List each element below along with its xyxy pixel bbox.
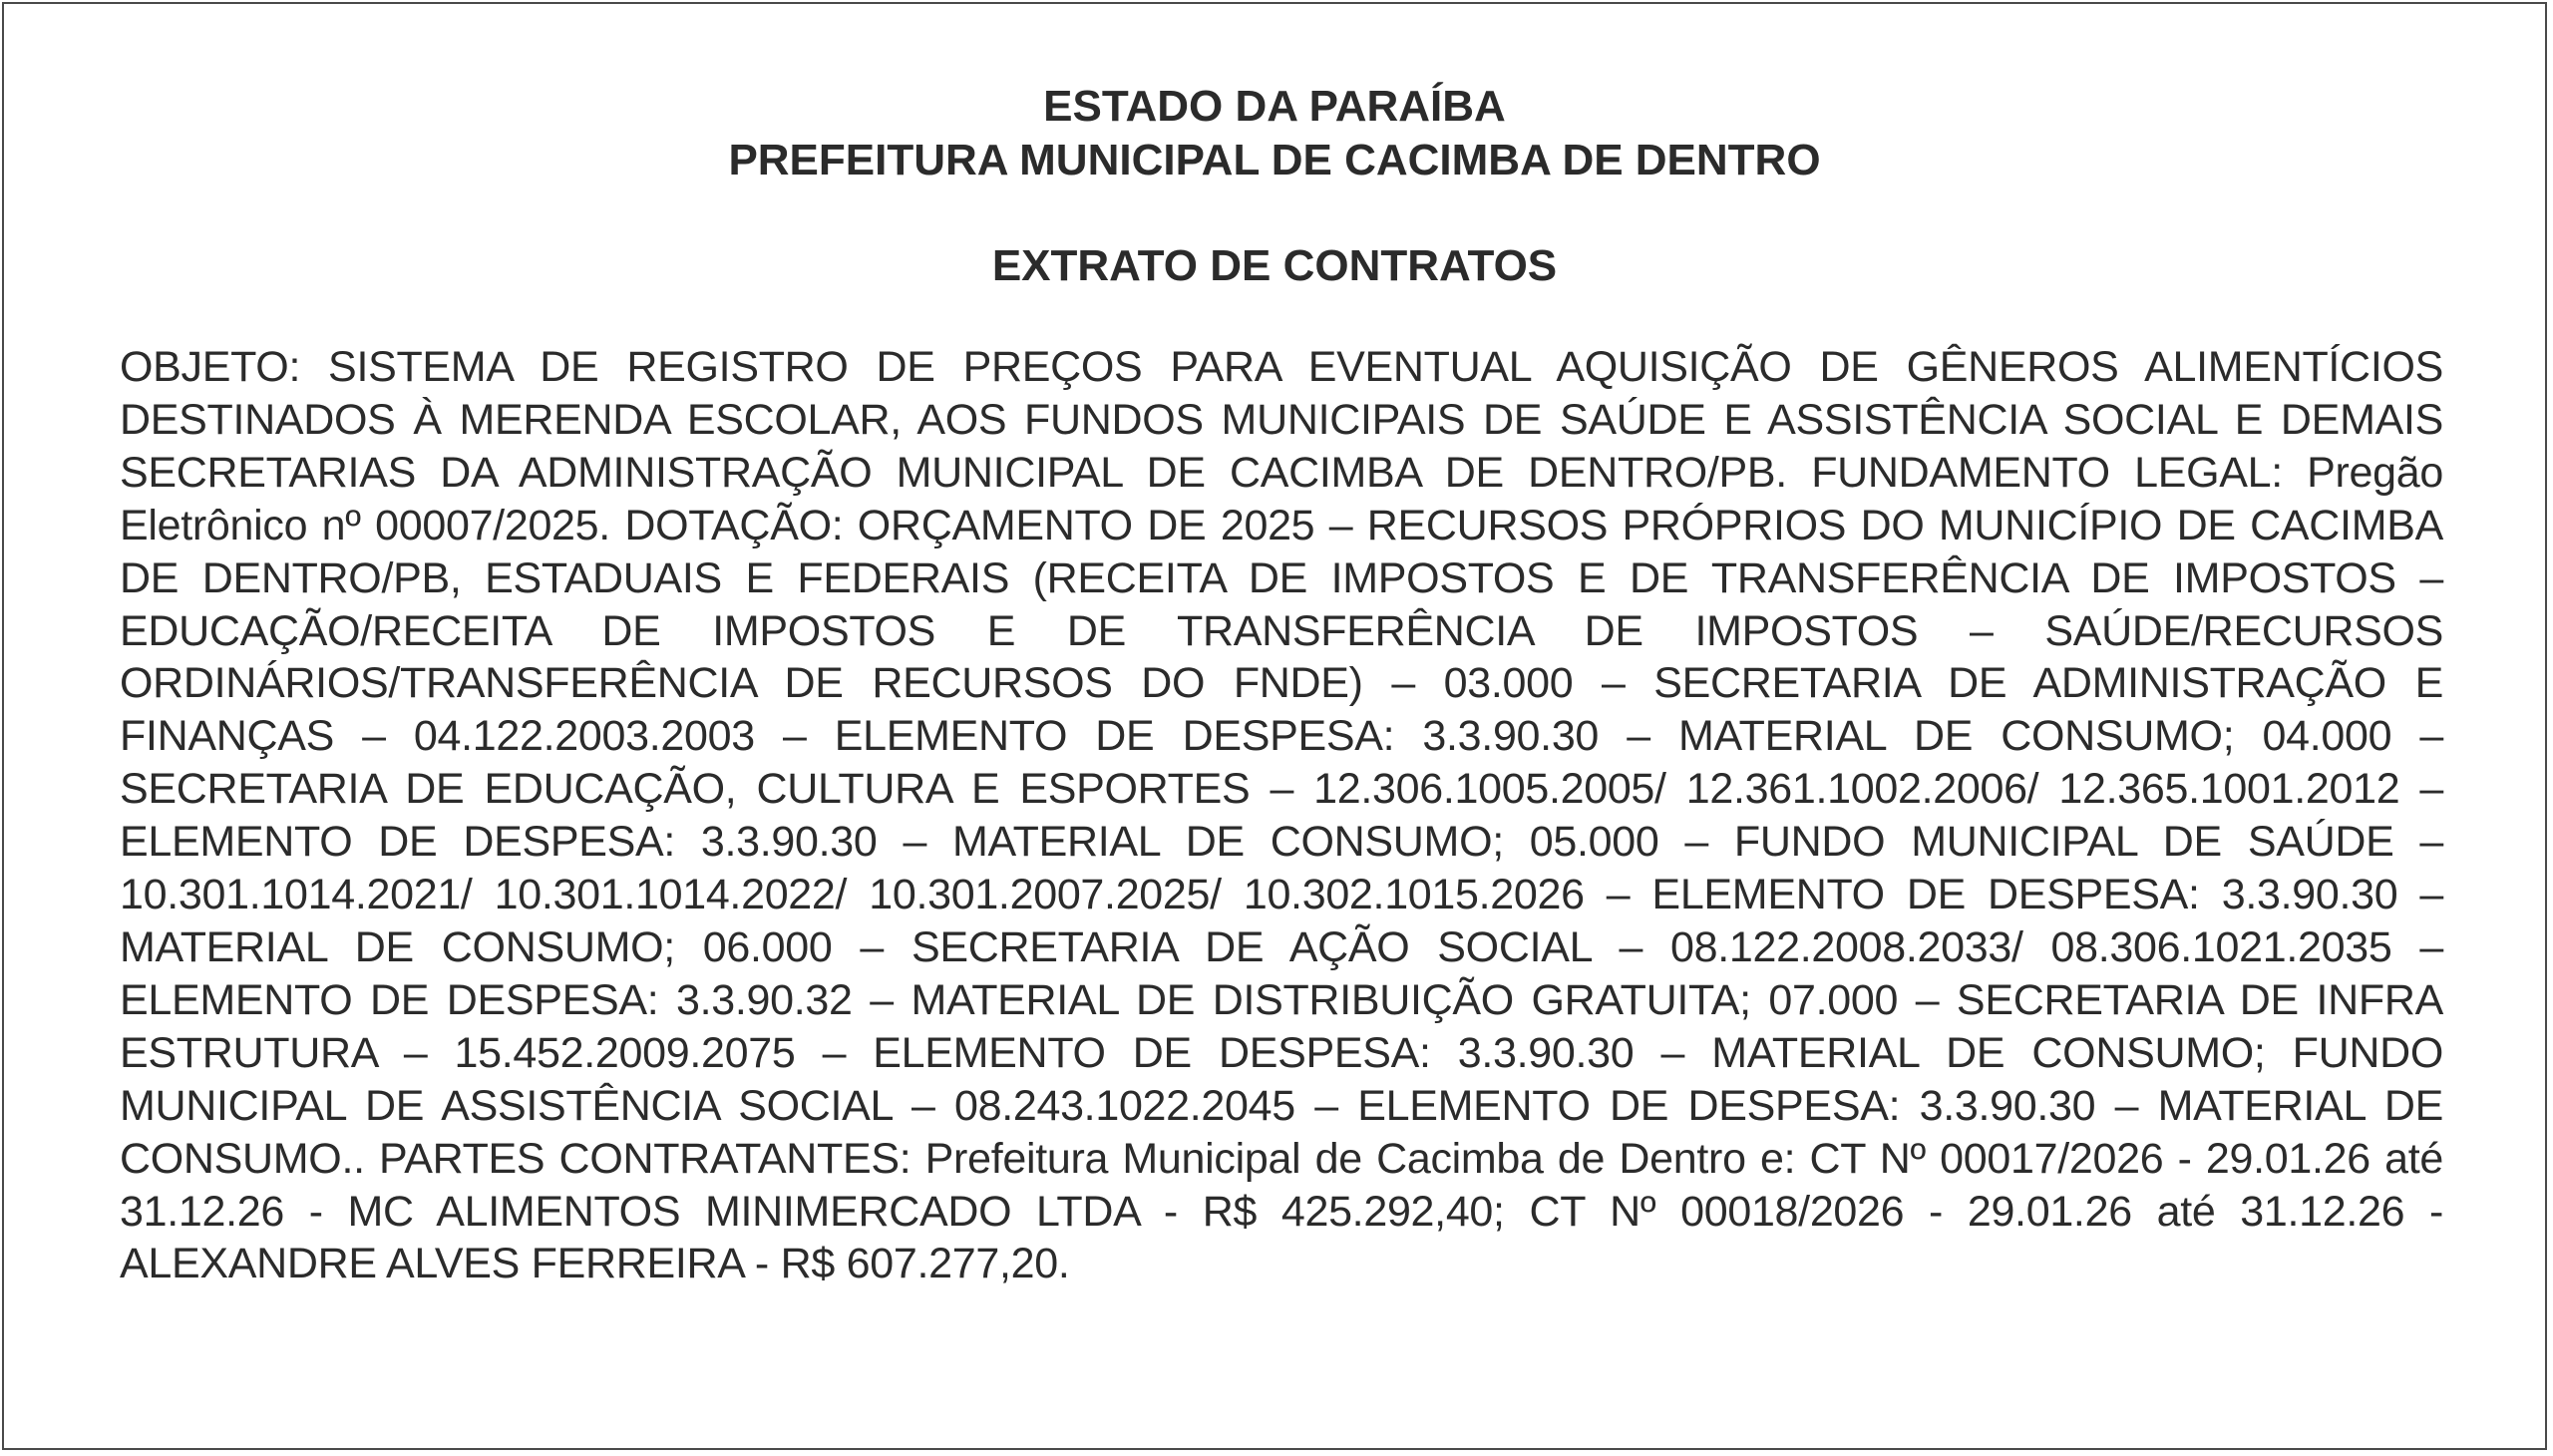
contract-extract-body: OBJETO: SISTEMA DE REGISTRO DE PREÇOS PARA EVENTUAL AQUISIÇÃO DE GÊNEROS ALIMENTÍCIOS DESTINADOS À MERENDA ESCOLAR, AOS FUNDOS MUNICIPAIS DE SAÚDE E ASSISTÊNCIA SOCIAL E DEMAIS SECRETARIAS DA ADMINISTRAÇÃO MUNICIPAL DE CACIMBA DE DENTRO/PB. FUNDAMENTO LEGAL: Pregão Eletrônico nº 00007/2025. DOTAÇÃO: ORÇAMENTO DE 2025 – RECURSOS PRÓPRIOS DO MUNICÍPIO DE CACIMBA DE DENTRO/PB, ESTADUAIS E FEDERAIS (RECEITA DE IMPOSTOS E DE TRANSFERÊNCIA DE IMPOSTOS – EDUCAÇÃO/RECEITA DE IMPOSTOS E DE TRANSFERÊNCIA DE IMPOSTOS – SAÚDE/RECURSOS ORDINÁRIOS/TRANSFERÊNCIA DE RECURSOS DO FNDE) – 03.000 – SECRETARIA DE ADMINISTRAÇÃO E FINANÇAS – 04.122.2003.2003 – ELEMENTO DE DESPESA: 3.3.90.30 – MATERIAL DE CONSUMO; 04.000 – SECRETARIA DE EDUCAÇÃO, CULTURA E ESPORTES – 12.306.1005.2005/ 12.361.1002.2006/ 12.365.1001.2012 – ELEMENTO DE DESPESA: 3.3.90.30 – MATERIAL DE CONSUMO; 05.000 – FUNDO MUNICIPAL DE SAÚDE – 10.301.1014.2021/ 10.301.1014.2022/ 10.301.2007.2025/ 10.302.1015.2026 – ELEMENTO DE DESPESA: 3.3.90.30 – MATERIAL DE CONSUMO; 06.000 – SECRETARIA DE AÇÃO SOCIAL – 08.122.2008.2033/ 08.306.1021.2035 – ELEMENTO DE DESPESA: 3.3.90.32 – MATERIAL DE DISTRIBUIÇÃO GRATUITA; 07.000 – SECRETARIA DE INFRA ESTRUTURA – 15.452.2009.2075 – ELEMENTO DE DESPESA: 3.3.90.30 – MATERIAL DE CONSUMO; FUNDO MUNICIPAL DE ASSISTÊNCIA SOCIAL – 08.243.1022.2045 – ELEMENTO DE DESPESA: 3.3.90.30 – MATERIAL DE CONSUMO.. PARTES CONTRATANTES: Prefeitura Municipal de Cacimba de Dentro e: CT Nº 00017/2026 - 29.01.26 até 31.12.26 - MC ALIMENTOS MINIMERCADO LTDA - R$ 425.292,40; CT Nº 00018/2026 - 29.01.26 até 31.12.26 - ALEXANDRE ALVES FERREIRA - R$ 607.277,20. xyxy=(120,343,2443,1288)
state-name: ESTADO DA PARAÍBA xyxy=(1043,82,1506,131)
municipality-name: PREFEITURA MUNICIPAL DE CACIMBA DE DENTRO xyxy=(728,136,1821,184)
document-header xyxy=(4,80,2545,187)
document-frame xyxy=(2,2,2547,1450)
document-title: EXTRATO DE CONTRATOS xyxy=(991,241,1558,290)
